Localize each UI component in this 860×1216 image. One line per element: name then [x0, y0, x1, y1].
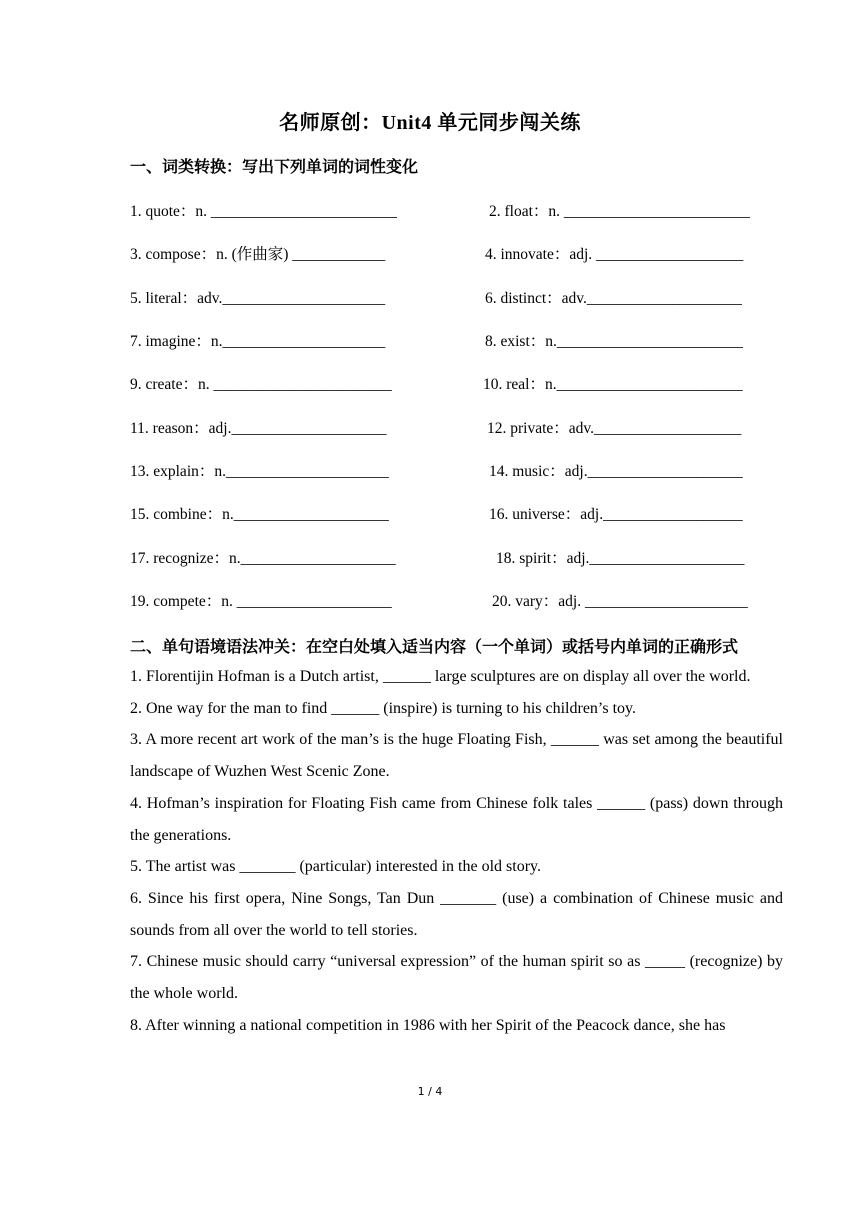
sentence-item: 7. Chinese music should carry “universal expression” of the human spirit so as _____ (recognize) by the whole world. — [130, 953, 783, 1003]
sentence-item: 4. Hofman’s inspiration for Floating Fish came from Chinese folk tales ______ (pass) down through the generations. — [130, 794, 783, 844]
vocab-item: 10. real：n.________________________ — [483, 376, 743, 393]
sentence-item: 3. A more recent art work of the man’s is the huge Floating Fish, ______ was set among the beautiful landscape of Wuzhen West Scenic Zone. — [130, 731, 783, 781]
vocab-item: 18. spirit：adj.____________________ — [496, 550, 745, 567]
vocab-item: 12. private：adv.___________________ — [487, 420, 742, 437]
vocab-item: 7. imagine：n._____________________ — [130, 333, 386, 350]
vocab-item: 11. reason：adj.____________________ — [130, 420, 387, 437]
vocab-item: 15. combine：n.____________________ — [130, 506, 389, 523]
vocab-item: 4. innovate：adj. ___________________ — [485, 246, 744, 263]
page-number: 1 / 4 — [417, 1085, 443, 1098]
vocab-item: 14. music：adj.____________________ — [489, 463, 743, 480]
vocab-item: 5. literal：adv._____________________ — [130, 290, 386, 307]
sentence-item: 2. One way for the man to find ______ (inspire) is turning to his children’s toy. — [130, 699, 636, 717]
document-title: 名师原创：Unit4 单元同步闯关练 — [279, 112, 581, 134]
sentence-list — [130, 661, 783, 1041]
vocab-item: 16. universe：adj.__________________ — [489, 506, 743, 523]
vocab-item: 1. quote：n. ________________________ — [130, 203, 397, 220]
vocab-item: 19. compete：n. ____________________ — [130, 593, 392, 610]
sentence-item: 5. The artist was _______ (particular) interested in the old story. — [130, 858, 542, 876]
vocab-item: 17. recognize：n.____________________ — [130, 550, 396, 567]
vocab-item: 3. compose：n. (作曲家) ____________ — [130, 246, 386, 263]
vocab-item: 9. create：n. _______________________ — [130, 376, 392, 393]
vocab-item: 20. vary：adj. _____________________ — [492, 593, 748, 610]
section-2-heading: 二、单句语境语法冲关：在空白处填入适当内容（一个单词）或括号内单词的正确形式 — [130, 637, 739, 656]
sentence-item: 6. Since his first opera, Nine Songs, Tan Dun _______ (use) a combination of Chinese music and sounds from all over the world to tell stories. — [130, 889, 783, 939]
vocab-item: 13. explain：n._____________________ — [130, 463, 389, 480]
sentence-item: 8. After winning a national competition in 1986 with her Spirit of the Peacock dance, she has — [130, 1016, 726, 1034]
vocab-item: 6. distinct：adv.____________________ — [485, 290, 742, 307]
section-1-heading: 一、词类转换：写出下列单词的词性变化 — [130, 157, 419, 176]
vocab-item: 8. exist：n.________________________ — [485, 333, 743, 350]
sentence-item: 1. Florentijin Hofman is a Dutch artist, ______ large sculptures are on display all over the world. — [130, 668, 751, 685]
vocab-item: 2. float：n. ________________________ — [489, 203, 750, 220]
